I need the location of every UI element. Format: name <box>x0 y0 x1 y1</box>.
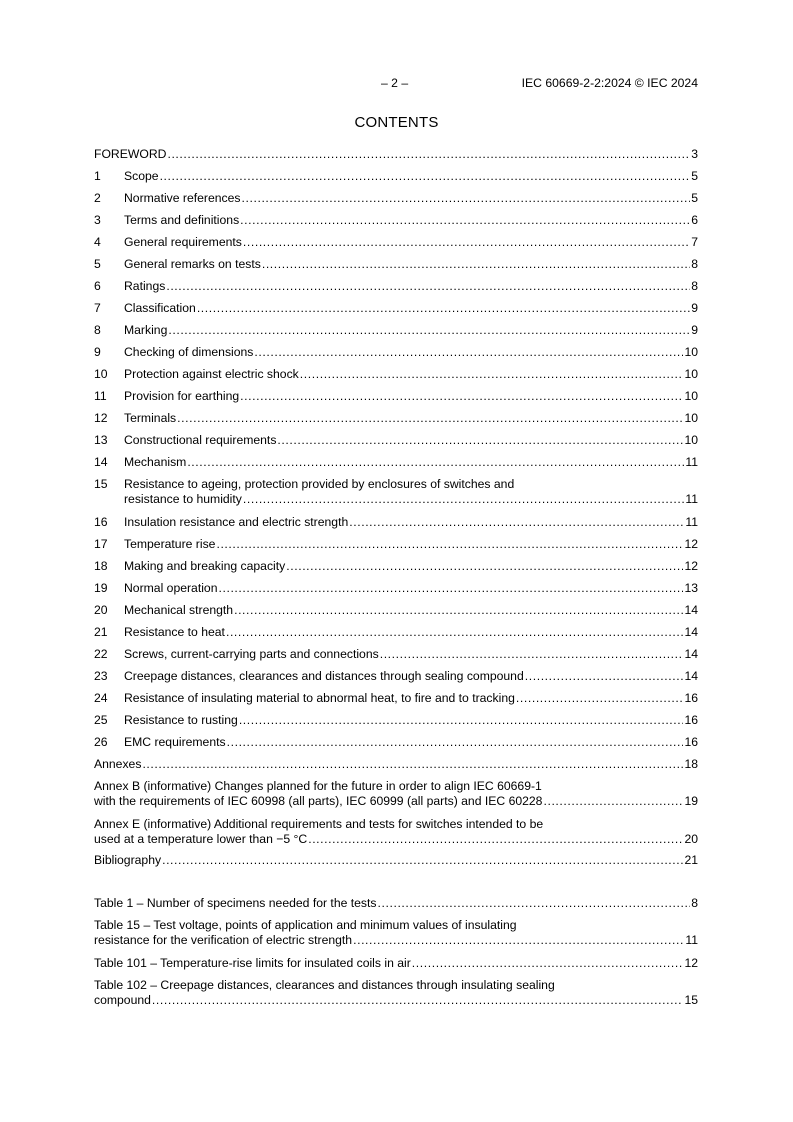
toc-entry-page: 6 <box>691 213 698 227</box>
contents-title: CONTENTS <box>354 114 439 131</box>
dot-leader <box>543 794 683 809</box>
toc-entry-text: Screws, current-carrying parts and connections <box>124 647 379 661</box>
dot-leader <box>242 191 691 206</box>
toc-entry-page: 12 <box>684 559 698 573</box>
toc-entry-page: 11 <box>685 933 698 947</box>
toc-entry[interactable] <box>94 757 698 772</box>
toc-entry-page: 12 <box>684 537 698 551</box>
toc-entry-page: 10 <box>684 367 698 381</box>
toc-entry-text: Classification <box>124 301 196 315</box>
toc-entry-text-line1: Table 15 – Test voltage, points of application and minimum values of insulating <box>94 918 517 932</box>
toc-entry-page: 8 <box>691 279 698 293</box>
page-header <box>0 76 793 92</box>
toc-entry-number: 5 <box>94 257 101 271</box>
toc-entry-page: 14 <box>684 625 698 639</box>
toc-entry-text: Bibliography <box>94 853 162 867</box>
table-list-entry[interactable] <box>94 896 698 911</box>
toc-entry-page: 10 <box>684 345 698 359</box>
toc-entry[interactable] <box>94 713 698 728</box>
dot-leader <box>239 713 684 728</box>
toc-entry[interactable] <box>94 169 698 184</box>
toc-entry-text: Scope <box>124 169 159 183</box>
toc-entry-number: 20 <box>94 603 108 617</box>
dot-leader <box>142 757 683 772</box>
toc-entry[interactable] <box>94 411 698 426</box>
dot-leader <box>286 559 683 574</box>
toc-entry-text: Creepage distances, clearances and distances through sealing compound <box>124 669 524 683</box>
toc-entry-text: with the requirements of IEC 60998 (all parts), IEC 60999 (all parts) and IEC 60228 <box>94 794 543 808</box>
table-list-entry[interactable] <box>94 978 698 1008</box>
dot-leader <box>353 933 684 948</box>
toc-entry-page: 5 <box>691 191 698 205</box>
toc-entry[interactable] <box>94 235 698 250</box>
toc-entry[interactable] <box>94 853 698 868</box>
dot-leader <box>254 345 683 360</box>
dot-leader <box>243 235 690 250</box>
dot-leader <box>380 647 684 662</box>
toc-entry-text: General requirements <box>124 235 242 249</box>
dot-leader <box>240 213 690 228</box>
toc-entry-page: 20 <box>684 832 698 846</box>
toc-entry-number: 15 <box>94 477 108 491</box>
toc-entry-number: 2 <box>94 191 101 205</box>
toc-entry[interactable] <box>94 581 698 596</box>
dot-leader <box>197 301 690 316</box>
toc-entry-number: 13 <box>94 433 108 447</box>
dot-leader <box>349 515 684 530</box>
toc-entry-number: 19 <box>94 581 108 595</box>
dot-leader <box>262 257 690 272</box>
toc-entry[interactable] <box>94 367 698 382</box>
toc-entry-text-line1: Table 102 – Creepage distances, clearances and distances through insulating sealing <box>94 978 555 992</box>
toc-entry-number: 18 <box>94 559 108 573</box>
toc-entry-number: 12 <box>94 411 108 425</box>
toc-entry[interactable] <box>94 559 698 574</box>
toc-entry-text: Resistance to heat <box>124 625 225 639</box>
toc-entry[interactable] <box>94 603 698 618</box>
toc-entry-page: 11 <box>685 455 698 469</box>
toc-entry-page: 14 <box>684 669 698 683</box>
toc-entry-text: Normal operation <box>124 581 218 595</box>
toc-entry-text: Terminals <box>124 411 177 425</box>
toc-entry-page: 10 <box>684 389 698 403</box>
toc-entry-text: Resistance of insulating material to abnormal heat, to fire and to tracking <box>124 691 515 705</box>
toc-entry[interactable] <box>94 345 698 360</box>
toc-entry-text: Annexes <box>94 757 142 771</box>
toc-entry-page: 16 <box>684 713 698 727</box>
toc-entry-number: 8 <box>94 323 101 337</box>
toc-entry[interactable] <box>94 455 698 470</box>
toc-entry-page: 21 <box>684 853 698 867</box>
dot-leader <box>160 169 691 184</box>
dot-leader <box>300 367 684 382</box>
dot-leader <box>187 455 684 470</box>
toc-entry-page: 16 <box>684 691 698 705</box>
dot-leader <box>234 603 683 618</box>
toc-entry-number: 9 <box>94 345 101 359</box>
toc-entry[interactable] <box>94 323 698 338</box>
toc-entry[interactable] <box>94 257 698 272</box>
toc-entry-number: 21 <box>94 625 108 639</box>
toc-entry[interactable] <box>94 147 698 162</box>
toc-entry[interactable] <box>94 191 698 206</box>
toc-entry-page: 16 <box>684 735 698 749</box>
toc-entry-page: 3 <box>691 147 698 161</box>
toc-entry[interactable] <box>94 477 698 507</box>
toc-entry-text: Temperature rise <box>124 537 216 551</box>
toc-entry-number: 22 <box>94 647 108 661</box>
toc-entry-number: 4 <box>94 235 101 249</box>
toc-entry-number: 14 <box>94 455 108 469</box>
toc-entry-text: Table 101 – Temperature-rise limits for insulated coils in air <box>94 956 411 970</box>
toc-entry[interactable] <box>94 433 698 448</box>
toc-entry-page: 8 <box>691 896 698 910</box>
table-list-entry[interactable] <box>94 956 698 971</box>
dot-leader <box>277 433 683 448</box>
toc-entry-text: Mechanism <box>124 455 187 469</box>
toc-entry-text-line1: Annex E (informative) Additional requirements and tests for switches intended to be <box>94 817 544 831</box>
toc-entry-number: 10 <box>94 367 108 381</box>
toc-entry-number: 7 <box>94 301 101 315</box>
toc-entry-page: 8 <box>691 257 698 271</box>
toc-entry-text: Ratings <box>124 279 166 293</box>
toc-entry-text: Making and breaking capacity <box>124 559 286 573</box>
toc-entry-text: Checking of dimensions <box>124 345 254 359</box>
toc-entry[interactable] <box>94 213 698 228</box>
toc-entry-text: EMC requirements <box>124 735 226 749</box>
dot-leader <box>152 993 684 1008</box>
toc-entry-page: 9 <box>691 323 698 337</box>
dot-leader <box>177 411 683 426</box>
toc-entry-text: Protection against electric shock <box>124 367 299 381</box>
document-id: IEC 60669-2-2:2024 © IEC 2024 <box>521 76 698 90</box>
toc-entry-number: 3 <box>94 213 101 227</box>
toc-entry-number: 1 <box>94 169 101 183</box>
toc-entry-text: Terms and definitions <box>124 213 240 227</box>
toc-entry-number: 6 <box>94 279 101 293</box>
toc-entry-number: 17 <box>94 537 108 551</box>
toc-entry[interactable] <box>94 817 698 847</box>
toc-entry-number: 26 <box>94 735 108 749</box>
toc-entry-text: resistance for the verification of electric strength <box>94 933 353 947</box>
toc-entry-number: 24 <box>94 691 108 705</box>
toc-entry-page: 14 <box>684 603 698 617</box>
toc-entry-number: 25 <box>94 713 108 727</box>
toc-entry-page: 15 <box>684 993 698 1007</box>
toc-entry-text: Marking <box>124 323 168 337</box>
toc-entry[interactable] <box>94 779 698 809</box>
dot-leader <box>168 323 690 338</box>
toc-entry-page: 7 <box>691 235 698 249</box>
toc-entry-text-line1: Resistance to ageing, protection provided by enclosures of switches and <box>124 477 515 491</box>
toc-entry[interactable] <box>94 301 698 316</box>
toc-entry[interactable] <box>94 647 698 662</box>
toc-entry[interactable] <box>94 625 698 640</box>
toc-entry-text: General remarks on tests <box>124 257 261 271</box>
toc-entry-page: 9 <box>691 301 698 315</box>
toc-entry-text: Provision for earthing <box>124 389 240 403</box>
toc-entry-text: Normative references <box>124 191 241 205</box>
dot-leader <box>216 537 683 552</box>
dot-leader <box>167 147 690 162</box>
toc-entry-number: 16 <box>94 515 108 529</box>
dot-leader <box>166 279 690 294</box>
toc-entry-page: 14 <box>684 647 698 661</box>
toc-entry-number: 11 <box>94 389 107 403</box>
toc-entry-text: compound <box>94 993 151 1007</box>
toc-entry-text: resistance to humidity <box>124 492 242 506</box>
toc-entry-page: 11 <box>685 515 698 529</box>
toc-entry-page: 10 <box>684 433 698 447</box>
toc-entry[interactable] <box>94 389 698 404</box>
toc-entry[interactable] <box>94 669 698 684</box>
toc-entry-text: Resistance to rusting <box>124 713 238 727</box>
dot-leader <box>308 832 683 847</box>
dot-leader <box>516 691 684 706</box>
toc-entry-page: 13 <box>684 581 698 595</box>
dot-leader <box>243 492 684 507</box>
dot-leader <box>162 853 683 868</box>
toc-entry[interactable] <box>94 735 698 750</box>
toc-entry-page: 12 <box>684 956 698 970</box>
toc-entry[interactable] <box>94 515 698 530</box>
toc-entry[interactable] <box>94 279 698 294</box>
dot-leader <box>227 735 684 750</box>
toc-entry-page: 11 <box>685 492 698 506</box>
toc-entry[interactable] <box>94 691 698 706</box>
toc-entry-page: 5 <box>691 169 698 183</box>
toc-entry-text: Insulation resistance and electric strength <box>124 515 349 529</box>
page-number: – 2 – <box>381 76 409 90</box>
toc-entry-text: Mechanical strength <box>124 603 234 617</box>
toc-entry-number: 23 <box>94 669 108 683</box>
toc-entry-text: FOREWORD <box>94 147 167 161</box>
dot-leader <box>218 581 683 596</box>
toc-entry-text-line1: Annex B (informative) Changes planned for the future in order to align IEC 60669-1 <box>94 779 542 793</box>
table-list-entry[interactable] <box>94 918 698 948</box>
toc-entry-text: Table 1 – Number of specimens needed for the tests <box>94 896 377 910</box>
dot-leader <box>226 625 683 640</box>
dot-leader <box>240 389 683 404</box>
toc-entry[interactable] <box>94 537 698 552</box>
toc-entry-page: 19 <box>684 794 698 808</box>
toc-entry-text: used at a temperature lower than −5 °C <box>94 832 308 846</box>
dot-leader <box>412 956 684 971</box>
dot-leader <box>525 669 684 684</box>
toc-entry-page: 18 <box>684 757 698 771</box>
dot-leader <box>378 896 691 911</box>
toc-entry-page: 10 <box>684 411 698 425</box>
toc-entry-text: Constructional requirements <box>124 433 277 447</box>
